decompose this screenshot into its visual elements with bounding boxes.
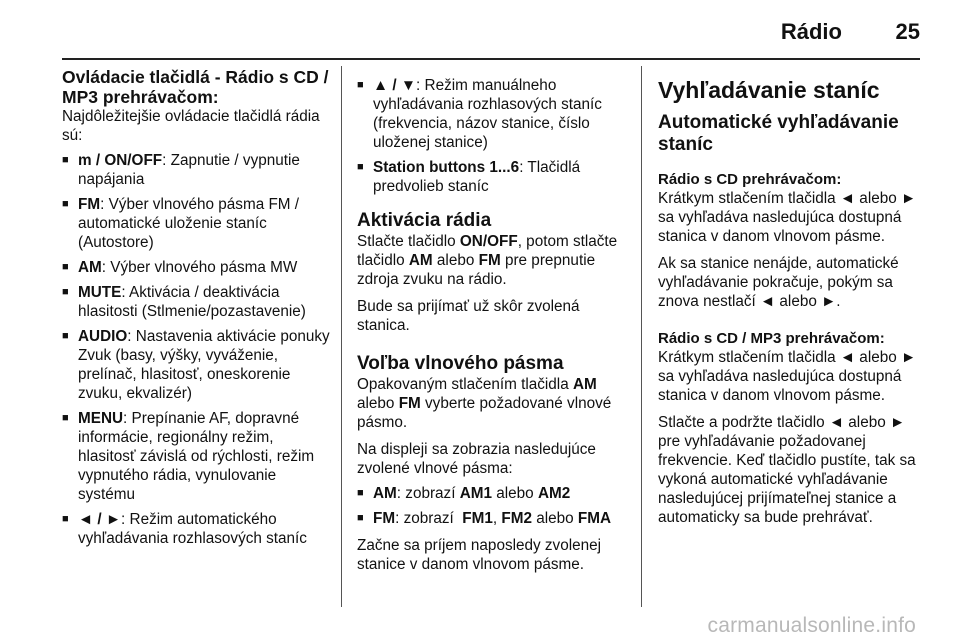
controls-heading: Ovládacie tlačidlá - Rádio s CD / MP3 prehrávačom: (62, 67, 329, 107)
station-search-heading: Vyhľadávanie staníc (658, 77, 880, 103)
column-1 (62, 68, 330, 548)
text-run: , (492, 510, 502, 527)
list-item (357, 484, 629, 503)
list-item (357, 509, 629, 528)
column-2 (357, 68, 629, 574)
text-run-bold: FM2 (501, 510, 532, 527)
list-item (62, 510, 330, 548)
text-run: alebo (432, 252, 479, 269)
activation-heading: Aktivácia rádia (357, 210, 492, 231)
list-item-text: : Nastavenia aktivácie ponuky Zvuk (basy, výšky, vyváženie, prelínač, hlasitosť, oneskorenie zvuku, ekvalizér) (78, 328, 330, 402)
list-item-key: m / ON/OFF (78, 152, 163, 169)
list-item-text: : Režim automatického vyhľadávania rozhlasových staníc (78, 511, 307, 547)
activation-paragraph-2: Bude sa prijímať už skôr zvolená stanica. (357, 298, 580, 334)
list-item (62, 258, 330, 277)
list-item-key: AM (78, 259, 102, 276)
list-item (62, 151, 330, 189)
text-run-bold: AM (408, 252, 433, 269)
text-run: alebo (357, 395, 399, 412)
list-item-text: : Prepínanie AF, dopravné informácie, regionálny režim, hlasitosť závislá od rýchlosti, režim vypnutého rádia, vynulovanie systému (78, 410, 315, 503)
text-run-bold: AM (572, 376, 597, 393)
list-item-text: : Výber vlnového pásma MW (101, 259, 298, 276)
text-run-bold: FM1 (462, 510, 493, 527)
list-item-key: Station buttons 1...6 (373, 159, 520, 176)
list-item-text: : Výber vlnového pásma FM / automatické uloženie staníc (Autostore) (78, 196, 300, 251)
list-item-key: FM (373, 510, 396, 527)
text-run-bold: FM (398, 395, 421, 412)
text-run-bold: FM (478, 252, 501, 269)
column-3 (658, 68, 922, 527)
text-run: , potom stlačte tlačidlo (357, 233, 618, 269)
text-run-bold: AM1 (459, 485, 493, 502)
list-item-text: : Tlačidlá predvolieb staníc (373, 159, 581, 195)
text-run: vyberte požadované vlnové pásmo. (357, 395, 612, 431)
band-selection-paragraph-2: Na displeji sa zobrazia nasledujúce zvolené vlnové pásma: (357, 441, 596, 477)
list-item (62, 409, 330, 504)
section-paragraph: Krátkym stlačením tlačidla ◄ alebo ► sa vyhľadáva nasledujúca dostupná stanica v danom vlnovom pásme. (658, 349, 917, 404)
column-divider-2 (641, 66, 642, 607)
watermark: carmanualsonline.info (707, 614, 916, 637)
band-selection-paragraph-3: Začne sa príjem naposledy zvolenej stanice v danom vlnovom pásme. (357, 537, 602, 573)
list-item-text: : Režim manuálneho vyhľadávania rozhlasových staníc (frekvencia, názov stanice, číslo uloženej stanice) (373, 77, 602, 151)
list-item (62, 195, 330, 252)
list-item (62, 327, 330, 403)
activation-paragraph (357, 232, 629, 289)
list-item-key: MUTE (78, 284, 122, 301)
text-run: alebo (492, 485, 538, 502)
section-title: Rádio s CD prehrávačom: (658, 171, 842, 188)
controls-intro: Najdôležitejšie ovládacie tlačidlá rádia sú: (62, 108, 320, 144)
section-paragraph: Stlačte a podržte tlačidlo ◄ alebo ► pre vyhľadávanie požadovanej frekvencie. Keď tlačidlo pustíte, tak sa vykoná automatické vyhľadávanie nasledujúcej prijímateľnej stanice a automaticky sa bude prehrávať. (658, 414, 916, 526)
list-item-key: AUDIO (78, 328, 128, 345)
text-run: : zobrazí (395, 510, 463, 527)
section-paragraph: Krátkym stlačením tlačidla ◄ alebo ► sa vyhľadáva nasledujúca dostupná stanica v danom vlnovom pásme. (658, 190, 917, 245)
text-run: alebo (531, 510, 578, 527)
text-run: : zobrazí (396, 485, 460, 502)
list-item-key: FM (78, 196, 101, 213)
text-run-bold: ON/OFF (459, 233, 518, 250)
page-title: Rádio (780, 19, 842, 44)
band-selection-heading: Voľba vlnového pásma (357, 353, 564, 374)
list-item-key: ◄ / ► (78, 511, 122, 528)
auto-search-subheading: Automatické vyhľadávanie staníc (658, 112, 899, 155)
text-run: Opakovaným stlačením tlačidla (357, 376, 573, 393)
section-paragraph: Ak sa stanice nenájde, automatické vyhľadávanie pokračuje, pokým sa znova nestlačí ◄ alebo ►. (658, 255, 899, 310)
text-run-bold: AM2 (537, 485, 571, 502)
column-divider-1 (341, 66, 342, 607)
list-item-text: : Zapnutie / vypnutie napájania (78, 152, 300, 188)
list-item-text: : Aktivácia / deaktivácia hlasitosti (Stlmenie/pozastavenie) (78, 284, 306, 320)
text-run-bold: FMA (577, 510, 612, 527)
section-title: Rádio s CD / MP3 prehrávačom: (658, 330, 885, 347)
page-header (0, 0, 960, 60)
list-item (357, 158, 629, 196)
list-item-key: ▲ / ▼ (373, 77, 417, 94)
list-item (357, 76, 629, 152)
header-rule (62, 58, 920, 60)
text-run: pre prepnutie zdroja zvuku na rádio. (357, 252, 596, 288)
list-item (62, 283, 330, 321)
text-run: Stlačte tlačidlo (357, 233, 460, 250)
list-item-key: AM (373, 485, 397, 502)
band-selection-paragraph (357, 375, 629, 432)
list-item-key: MENU (78, 410, 124, 427)
page-number: 25 (895, 19, 920, 44)
